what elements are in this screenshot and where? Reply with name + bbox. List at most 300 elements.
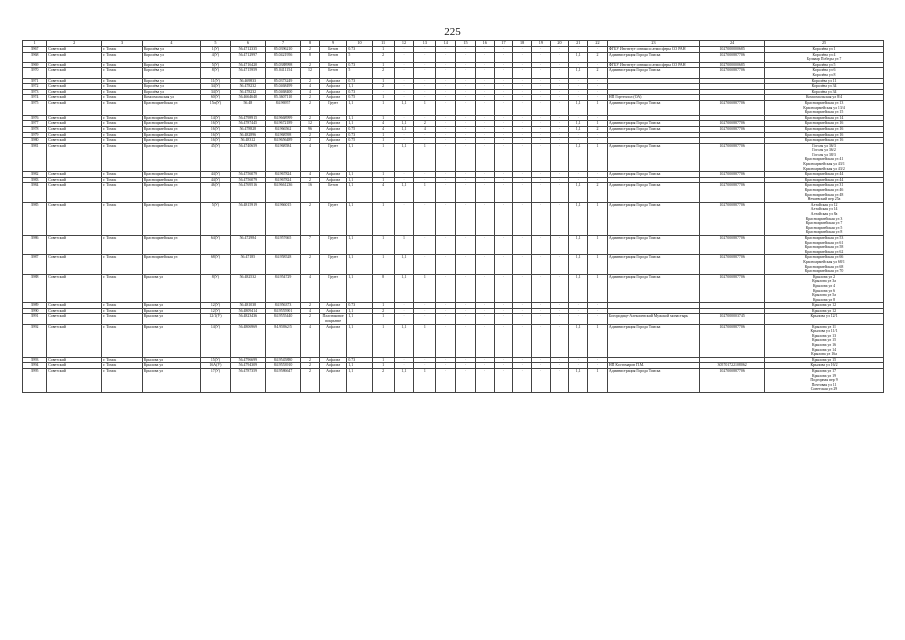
table-cell: 1,1: [347, 314, 372, 324]
table-cell: 1027000887706: [700, 255, 765, 274]
table-cell: ·: [456, 126, 476, 132]
table-cell: г. Томск: [102, 255, 143, 274]
table-cell: 2: [372, 52, 394, 62]
table-cell: 3989: [23, 303, 47, 309]
table-cell: 1027000000685: [700, 47, 765, 53]
address-line: Бульвар Победы ул 7: [806, 57, 842, 62]
table-cell: 1027000887706: [700, 121, 765, 127]
table-cell: 84.95862/5: [265, 324, 300, 357]
table-cell: ·: [494, 84, 513, 90]
table-cell: ·: [494, 132, 513, 138]
table-cell: ·: [513, 78, 532, 84]
table-cell: г. Томск: [102, 115, 143, 121]
table-cell: 1: [588, 255, 608, 274]
table-cell: ·: [475, 138, 494, 144]
table-cell: 56.482896: [230, 132, 265, 138]
table-cell: ·: [550, 132, 569, 138]
table-cell: 1,1: [394, 121, 414, 127]
table-cell: 1,1: [569, 235, 588, 254]
table-cell: 16А(У): [201, 363, 231, 369]
table-cell: 2: [301, 357, 320, 363]
table-cell: 0.73: [347, 303, 372, 309]
table-cell: Королёва ул 34: [765, 89, 884, 95]
table-cell: Крылова ул 12: [765, 303, 884, 309]
table-cell: ·: [550, 303, 569, 309]
table-cell: 1: [414, 143, 436, 172]
table-cell: Советский: [47, 357, 102, 363]
table-cell: 85.0373249: [265, 78, 300, 84]
address-line: Алтайская ул 12: [810, 202, 838, 207]
table-cell: Королёва ул 11: [765, 78, 884, 84]
table-cell: ·: [550, 95, 569, 101]
table-cell: 0.73: [347, 357, 372, 363]
table-cell: Бетон: [319, 183, 346, 202]
table-cell: 0.75: [347, 95, 372, 101]
table-cell: Комсомольская ул: [142, 95, 200, 101]
table-cell: ·: [531, 183, 550, 202]
table-cell: ·: [414, 255, 436, 274]
address-line: Королёва ул 8: [812, 72, 836, 77]
table-cell: 56.4740659: [230, 143, 265, 172]
table-cell: 0.75: [347, 138, 372, 144]
table-cell: Советский: [47, 126, 102, 132]
table-cell: ·: [436, 138, 456, 144]
table-cell: Крылова ул: [142, 303, 200, 309]
table-cell: ·: [531, 303, 550, 309]
table-cell: 56.4823436: [230, 314, 265, 324]
table-cell: ·: [436, 255, 456, 274]
table-cell: 84.9672189: [265, 121, 300, 127]
table-cell: Советский: [47, 121, 102, 127]
table-cell: ·: [569, 95, 588, 101]
table-cell: 56.4809414: [230, 308, 265, 314]
table-row: [23, 235, 884, 254]
table-cell: ·: [550, 62, 569, 68]
table-cell: [765, 369, 884, 393]
address-line: Королёва ул 6: [812, 68, 836, 73]
table-cell: г. Томск: [102, 126, 143, 132]
table-cell: 1027000887706: [700, 183, 765, 202]
table-cell: 4: [372, 183, 394, 202]
table-cell: ·: [436, 126, 456, 132]
table-cell: 0.73: [347, 47, 372, 53]
table-cell: Советский: [47, 183, 102, 202]
table-cell: ·: [550, 202, 569, 235]
table-cell: ·: [475, 84, 494, 90]
table-cell: ·: [475, 95, 494, 101]
table-cell: 85.3607110: [265, 95, 300, 101]
table-cell: 84.968598: [265, 132, 300, 138]
table-cell: 1: [372, 177, 394, 183]
table-cell: г. Томск: [102, 235, 143, 254]
table-cell: 4(У): [201, 52, 231, 62]
table-cell: ·: [475, 143, 494, 172]
table-cell: ·: [494, 52, 513, 62]
table-cell: 84.954729: [265, 274, 300, 303]
table-cell: 1,1: [569, 324, 588, 357]
table-cell: 2: [301, 100, 320, 115]
table-cell: ·: [550, 177, 569, 183]
address-line: Красноармейская ул 3: [805, 216, 843, 221]
table-cell: ·: [494, 78, 513, 84]
table-cell: ·: [494, 324, 513, 357]
table-cell: ·: [588, 363, 608, 369]
table-cell: 1: [372, 78, 394, 84]
table-cell: 7: [301, 235, 320, 254]
table-cell: Советский: [47, 235, 102, 254]
table-cell: 1027000887706: [700, 172, 765, 178]
table-cell: ·: [513, 132, 532, 138]
table-cell: ·: [394, 357, 414, 363]
column-number-cell: 3: [102, 41, 143, 47]
table-cell: ·: [494, 138, 513, 144]
table-cell: ·: [588, 308, 608, 314]
table-cell: г. Томск: [102, 308, 143, 314]
table-cell: ·: [414, 357, 436, 363]
table-cell: Советский: [47, 314, 102, 324]
table-cell: 5(У): [201, 202, 231, 235]
table-cell: г. Томск: [102, 274, 143, 303]
table-cell: ·: [436, 363, 456, 369]
table-cell: Крылова ул 16/2: [765, 363, 884, 369]
table-cell: 56.4664640: [230, 95, 265, 101]
table-cell: ·: [456, 235, 476, 254]
table-cell: Красноармейская ул: [142, 202, 200, 235]
address-line: Крылова ул 13: [811, 333, 837, 338]
table-cell: Пластиковое покрытие: [319, 314, 346, 324]
table-cell: ·: [414, 68, 436, 78]
table-cell: г. Томск: [102, 78, 143, 84]
table-cell: ·: [550, 47, 569, 53]
table-cell: 4: [301, 324, 320, 357]
table-cell: 3983: [23, 177, 47, 183]
table-cell: 3980: [23, 138, 47, 144]
table-cell: 0.75: [347, 126, 372, 132]
table-cell: [765, 274, 884, 303]
table-cell: 85.0411154: [265, 68, 300, 78]
table-cell: ·: [588, 132, 608, 138]
table-cell: 56.4815919: [230, 202, 265, 235]
table-cell: Советский: [47, 84, 102, 90]
table-cell: ·: [531, 314, 550, 324]
table-cell: 2: [301, 95, 320, 101]
table-cell: ·: [456, 95, 476, 101]
table-cell: 2: [301, 132, 320, 138]
table-cell: 1: [372, 324, 394, 357]
table-cell: ·: [475, 132, 494, 138]
table-cell: 1,1: [347, 177, 372, 183]
table-cell: 3972: [23, 84, 47, 90]
table-cell: 14(У): [201, 324, 231, 357]
table-cell: Советский: [47, 100, 102, 115]
table-cell: 3984: [23, 183, 47, 202]
table-cell: 84.957665: [265, 235, 300, 254]
column-number-cell: 24: [700, 41, 765, 47]
table-cell: ·: [513, 172, 532, 178]
table-cell: ·: [436, 235, 456, 254]
table-row: [23, 324, 884, 357]
table-cell: 45(У): [201, 143, 231, 172]
table-cell: 56.48312: [230, 138, 265, 144]
table-cell: Грунт: [319, 255, 346, 274]
table-cell: 2: [372, 369, 394, 393]
table-cell: ·: [494, 62, 513, 68]
table-cell: 2: [372, 84, 394, 90]
table-cell: ·: [394, 303, 414, 309]
table-cell: 2: [372, 308, 394, 314]
table-cell: ·: [475, 308, 494, 314]
table-cell: 1,1: [569, 369, 588, 393]
table-cell: Красноармейская ул: [142, 143, 200, 172]
table-cell: Администрация Города Томска: [607, 126, 699, 132]
table-cell: ·: [494, 47, 513, 53]
table-cell: Советский: [47, 177, 102, 183]
table-cell: [765, 235, 884, 254]
table-cell: Красноармейская ул 16: [765, 126, 884, 132]
table-cell: г. Томск: [102, 132, 143, 138]
table-cell: 1: [372, 357, 394, 363]
address-line: Нечаевский пер 25а: [807, 197, 841, 202]
table-cell: 1: [588, 324, 608, 357]
table-cell: 56.472984: [230, 235, 265, 254]
table-cell: 56.4798915: [230, 115, 265, 121]
table-cell: ·: [436, 100, 456, 115]
column-number-cell: 13: [414, 41, 436, 47]
table-cell: ·: [394, 132, 414, 138]
column-number-cell: 18: [513, 41, 532, 47]
table-cell: ·: [456, 47, 476, 53]
table-cell: 84.966015: [265, 202, 300, 235]
table-cell: ·: [494, 177, 513, 183]
table-cell: 56.4796699: [230, 357, 265, 363]
table-cell: 4: [372, 126, 394, 132]
table-row: [23, 369, 884, 393]
table-cell: г. Томск: [102, 369, 143, 393]
column-number-cell: 21: [569, 41, 588, 47]
table-cell: ·: [494, 308, 513, 314]
table-cell: Администрация Города Томска: [607, 369, 699, 393]
table-cell: Крылова ул: [142, 308, 200, 314]
table-cell: 12(У): [201, 308, 231, 314]
table-cell: 96: [301, 126, 320, 132]
table-cell: ·: [513, 177, 532, 183]
table-cell: г. Томск: [102, 143, 143, 172]
table-cell: г. Томск: [102, 357, 143, 363]
table-cell: ·: [456, 89, 476, 95]
table-cell: ·: [494, 183, 513, 202]
table-cell: ·: [531, 95, 550, 101]
table-cell: 1,1: [347, 100, 372, 115]
column-number-cell: 14: [436, 41, 456, 47]
table-cell: Советский: [47, 369, 102, 393]
table-cell: 85.0468400: [265, 89, 300, 95]
table-cell: ·: [475, 357, 494, 363]
table-cell: 2: [588, 52, 608, 62]
table-cell: ·: [569, 138, 588, 144]
table-cell: 8: [372, 274, 394, 303]
table-cell: Бетон: [319, 68, 346, 78]
table-cell: ·: [456, 274, 476, 303]
table-cell: 1027000887706: [700, 100, 765, 115]
table-cell: ·: [569, 177, 588, 183]
table-cell: 1027000887706: [700, 324, 765, 357]
table-cell: г. Томск: [102, 183, 143, 202]
table-cell: 56.478232: [230, 84, 265, 90]
table-cell: ·: [513, 95, 532, 101]
table-cell: 1,1: [569, 121, 588, 127]
table-cell: ·: [475, 255, 494, 274]
column-number-cell: 12: [394, 41, 414, 47]
table-cell: Советский: [47, 89, 102, 95]
table-cell: ·: [550, 89, 569, 95]
table-cell: 1: [588, 274, 608, 303]
table-cell: Асфальт: [319, 324, 346, 357]
table-cell: Советский: [47, 62, 102, 68]
table-cell: ·: [456, 78, 476, 84]
table-cell: Грунт: [319, 100, 346, 115]
address-line: Крылова ул 2: [812, 274, 836, 279]
table-cell: ·: [494, 303, 513, 309]
table-cell: ·: [456, 62, 476, 68]
column-number-cell: 2: [47, 41, 102, 47]
table-cell: 1: [588, 143, 608, 172]
table-cell: 1: [372, 132, 394, 138]
address-line: Гоголя ул 38/3: [812, 152, 836, 157]
table-cell: Советский: [47, 274, 102, 303]
column-number-cell: 23: [607, 41, 699, 47]
address-line: Красноармейская ул 58: [804, 245, 844, 250]
table-cell: 1,1: [347, 369, 372, 393]
table-cell: ·: [414, 89, 436, 95]
table-cell: 1,1: [569, 126, 588, 132]
table-cell: ·: [513, 369, 532, 393]
table-cell: ·: [475, 202, 494, 235]
table-cell: 1027000887706: [700, 68, 765, 78]
table-cell: ·: [494, 89, 513, 95]
table-cell: 84.956373: [265, 303, 300, 309]
table-cell: ·: [494, 255, 513, 274]
table-cell: ·: [550, 52, 569, 62]
table-cell: ·: [531, 172, 550, 178]
table-cell: 1,1: [347, 121, 372, 127]
table-cell: Крылова ул: [142, 314, 200, 324]
table-cell: 1,1: [569, 52, 588, 62]
table-cell: г. Томск: [102, 324, 143, 357]
table-cell: Красноармейская ул: [142, 172, 200, 178]
table-cell: ·: [394, 95, 414, 101]
table-cell: Советский: [47, 52, 102, 62]
table-cell: ·: [436, 172, 456, 178]
table-cell: ·: [569, 78, 588, 84]
table-body: [23, 47, 884, 393]
table-cell: ·: [569, 47, 588, 53]
table-cell: ·: [569, 115, 588, 121]
table-cell: ·: [550, 183, 569, 202]
table-cell: 56.4756079: [230, 172, 265, 178]
table-cell: Советский: [47, 78, 102, 84]
column-number-cell: 15: [456, 41, 476, 47]
table-cell: Администрация Города Томска: [607, 235, 699, 254]
table-cell: 3970: [23, 68, 47, 78]
table-cell: ·: [494, 369, 513, 393]
table-cell: 1,1: [347, 202, 372, 235]
table-cell: ·: [414, 138, 436, 144]
address-line: Красноармейская ул 68/1: [803, 259, 845, 264]
table-cell: ·: [588, 84, 608, 90]
table-cell: 1,1: [394, 274, 414, 303]
table-cell: ·: [531, 62, 550, 68]
address-line: Красноармейская ул 43/2: [803, 166, 845, 171]
address-line: Гоголя ул 36/2: [812, 148, 836, 153]
table-cell: 3979: [23, 132, 47, 138]
table-cell: ·: [436, 115, 456, 121]
address-line: Красноармейская ул 66: [804, 255, 844, 260]
table-cell: ·: [475, 172, 494, 178]
table-cell: 56.4787445: [230, 121, 265, 127]
table-cell: 1: [372, 100, 394, 115]
table-cell: 84.96957: [265, 100, 300, 115]
table-cell: Комсомольская ул 8/4: [765, 95, 884, 101]
table-cell: г. Томск: [102, 100, 143, 115]
table-cell: ·: [456, 138, 476, 144]
table-cell: ·: [436, 132, 456, 138]
table-cell: ·: [436, 68, 456, 78]
table-cell: [765, 183, 884, 202]
column-number-cell: 19: [531, 41, 550, 47]
table-cell: ·: [494, 121, 513, 127]
table-cell: [765, 52, 884, 62]
table-cell: ·: [513, 303, 532, 309]
table-cell: ·: [550, 172, 569, 178]
table-cell: [765, 255, 884, 274]
table-cell: ·: [588, 177, 608, 183]
table-cell: Советский: [47, 255, 102, 274]
table-cell: 2: [301, 314, 320, 324]
table-cell: ·: [531, 357, 550, 363]
table-cell: Администрация Города Томска: [607, 202, 699, 235]
table-cell: 1,1: [569, 143, 588, 172]
table-row: [23, 183, 884, 202]
table-cell: 56.48: [230, 100, 265, 115]
table-cell: ·: [414, 115, 436, 121]
table-cell: ·: [531, 68, 550, 78]
table-cell: ·: [550, 78, 569, 84]
table-cell: ·: [456, 314, 476, 324]
table-cell: Администрация Города Томска: [607, 121, 699, 127]
table-cell: ·: [588, 138, 608, 144]
table-cell: 15п(У): [201, 100, 231, 115]
address-line: Красноармейская ул 8: [805, 230, 843, 235]
table-cell: Красноармейская ул: [142, 235, 200, 254]
table-cell: 12(У): [201, 303, 231, 309]
table-cell: 0.73: [347, 62, 372, 68]
column-number-cell: 25: [765, 41, 884, 47]
address-line: Красноармейская ул 31: [804, 183, 844, 188]
table-cell: Советский: [47, 95, 102, 101]
table-cell: Крылова ул: [142, 274, 200, 303]
table-cell: 46(У): [201, 183, 231, 202]
table-cell: ·: [588, 172, 608, 178]
table-cell: 56.4712335: [230, 47, 265, 53]
table-cell: ·: [475, 324, 494, 357]
address-line: Красноармейская ул 68: [804, 264, 844, 269]
table-cell: ·: [550, 235, 569, 254]
table-cell: 4: [301, 308, 320, 314]
table-cell: Красноармейская ул: [142, 121, 200, 127]
table-cell: ·: [588, 47, 608, 53]
table-cell: 56.4794309: [230, 363, 265, 369]
table-cell: ·: [475, 52, 494, 62]
